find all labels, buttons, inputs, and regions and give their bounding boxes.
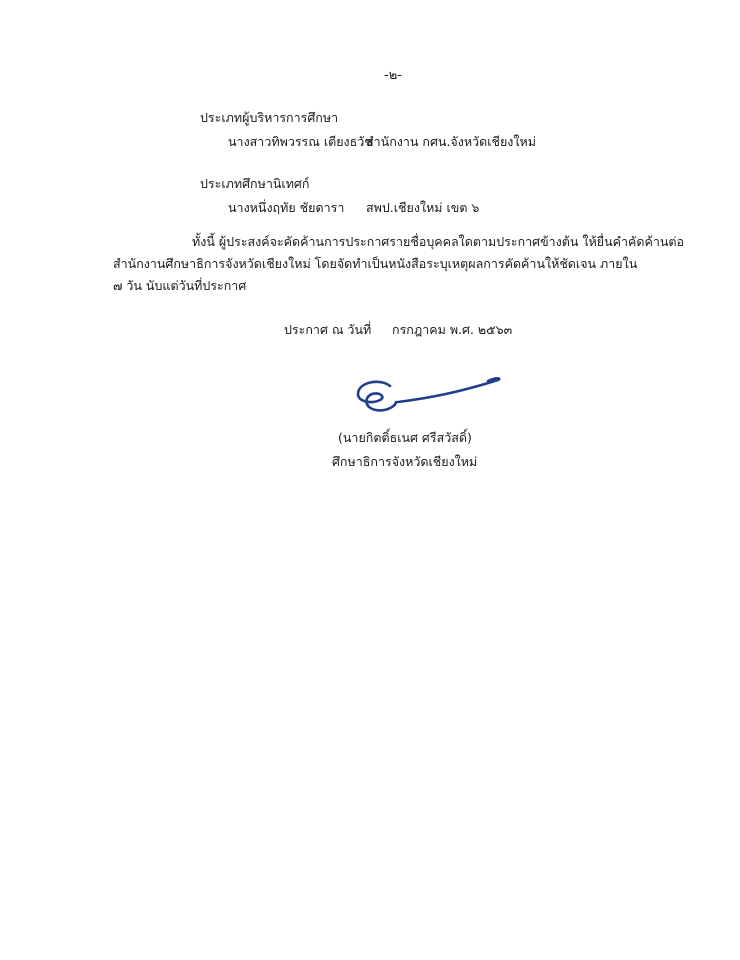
announcement-label: ประกาศ ณ วันที่ xyxy=(284,322,372,337)
category-heading-administrators: ประเภทผู้บริหารการศึกษา xyxy=(200,110,339,125)
signature-image xyxy=(350,372,506,420)
candidate-office: สำนักงาน กศน.จังหวัดเชียงใหม่ xyxy=(366,134,536,149)
page-number: -๒- xyxy=(384,68,402,83)
candidate-name: นางสาวทิพวรรณ เตียงธวัช xyxy=(228,134,373,149)
objection-paragraph-line: สำนักงานศึกษาธิการจังหวัดเชียงใหม่ โดยจัดทำเป็นหนังสือระบุเหตุผลการคัดค้านให้ชัดเจน ภายใน xyxy=(113,256,638,271)
objection-paragraph-line: ทั้งนี้ ผู้ประสงค์จะคัดค้านการประกาศรายชื่อบุคคลใดตามประกาศข้างต้น ให้ยื่นคำคัดค้านต่อ xyxy=(192,234,685,249)
signature-stroke xyxy=(358,378,499,410)
signer-name: (นายกิตติ์ธเนศ ศรีสวัสดิ์) xyxy=(338,430,472,445)
category-heading-supervisors: ประเภทศึกษานิเทศก์ xyxy=(200,176,310,191)
candidate-name: นางหนึ่งฤทัย ชัยดารา xyxy=(228,200,345,215)
signer-title: ศึกษาธิการจังหวัดเชียงใหม่ xyxy=(332,454,478,469)
announcement-date: กรกฎาคม พ.ศ. ๒๕๖๓ xyxy=(392,322,513,337)
objection-paragraph-line: ๗ วัน นับแต่วันที่ประกาศ xyxy=(113,278,247,293)
candidate-office: สพป.เชียงใหม่ เขต ๖ xyxy=(366,200,480,215)
